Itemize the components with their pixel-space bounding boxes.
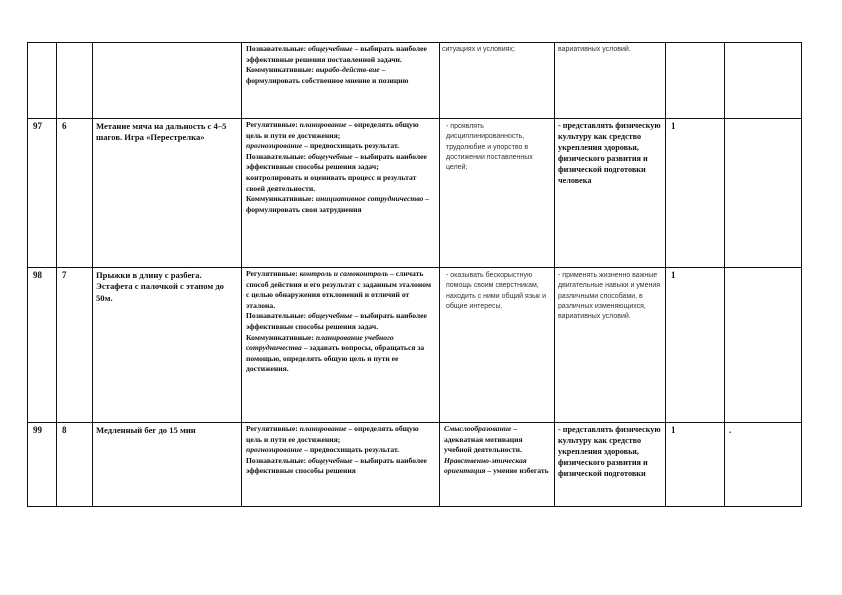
lesson-number: 98: [33, 270, 42, 280]
lesson-index: 8: [62, 425, 67, 435]
personal-results-cell: Смыслообразование – адекватная мотивация учебной деятельности. Нравственно-этическая ориентация – умение избегать: [444, 424, 549, 476]
uud-cell: Регулятивные: планирование – определять общую цель и пути ее достижения; прогнозирование – предвосхищать результат. Познавательные: общеучебные – выбирать наиболее эффективные способы решения: [246, 424, 427, 476]
hours-count: 1: [671, 121, 676, 131]
subject-results-cell: - представлять физическую культуру как средство укрепления здоровья, физического развития и физической подготовки человека: [558, 121, 661, 185]
subject-results-cell: - представлять физическую культуру как средство укрепления здоровья, физического развития и физической подготовки: [558, 425, 661, 478]
uud-cell: Познавательные: общеучебные – выбирать наиболее эффективные решения поставленной задачи. Коммуникативные: вырабо-действ-вие – формулировать собственное мнение и позицию: [246, 44, 427, 85]
uud-cell: Регулятивные: контроль и самоконтроль – сличать способ действия и его результат с заданным эталоном с целью обнаружения отклонений и отличий от эталона. Познавательные: общеучебные – выбирать наиболее эффективные способы решения задач. Коммуникативные: планирование учебного сотрудничества – задавать вопросы, обращаться за помощью, определять общую цель и пути ее достижения.: [246, 269, 432, 374]
personal-results-cell: ситуациях и условиях;: [442, 46, 515, 53]
personal-results-cell: - оказывать бескорыстную помощь своим сверстникам, находить с ними общий язык и общие интересы.: [446, 272, 546, 310]
lesson-number: 99: [33, 425, 42, 435]
personal-results-cell: - проявлять дисциплинированность, трудолюбие и упорство в достижении поставленных целей;: [446, 123, 533, 172]
lesson-topic: Прыжки в длину с разбега. Эстафета с палочкой с этапом до 50м.: [96, 270, 224, 303]
hours-count: 1: [671, 425, 676, 435]
subject-results-cell: - применять жизненно важные двигательные навыки и умения различными способами, в различных изменяющихся, вариативных условий.: [558, 272, 661, 321]
lesson-plan-table: [27, 42, 802, 507]
lesson-topic: Медленный бег до 15 мин: [96, 425, 196, 435]
column-divider: [439, 43, 440, 506]
row-divider: [28, 422, 801, 423]
lesson-index: 6: [62, 121, 67, 131]
lesson-number: 97: [33, 121, 42, 131]
note-cell: .: [729, 425, 732, 435]
column-divider: [554, 43, 555, 506]
column-divider: [665, 43, 666, 506]
column-divider: [724, 43, 725, 506]
column-divider: [92, 43, 93, 506]
row-divider: [28, 118, 801, 119]
lesson-index: 7: [62, 270, 67, 280]
hours-count: 1: [671, 270, 676, 280]
column-divider: [241, 43, 242, 506]
lesson-topic: Метание мяча на дальность с 4–5 шагов. Игра «Перестрелка»: [96, 121, 227, 143]
column-divider: [56, 43, 57, 506]
row-divider: [28, 267, 801, 268]
subject-results-cell: вариативных условий.: [558, 46, 631, 53]
uud-cell: Регулятивные: планирование – определять общую цель и пути ее достижения; прогнозирование – предвосхищать результат. Познавательные: общеучебные – выбирать наиболее эффективные способы решения задач; контролировать и оценивать процесс и результат своей деятельности. Коммуникативные: инициативное сотрудничество – формулировать свои затруднения: [246, 120, 430, 214]
